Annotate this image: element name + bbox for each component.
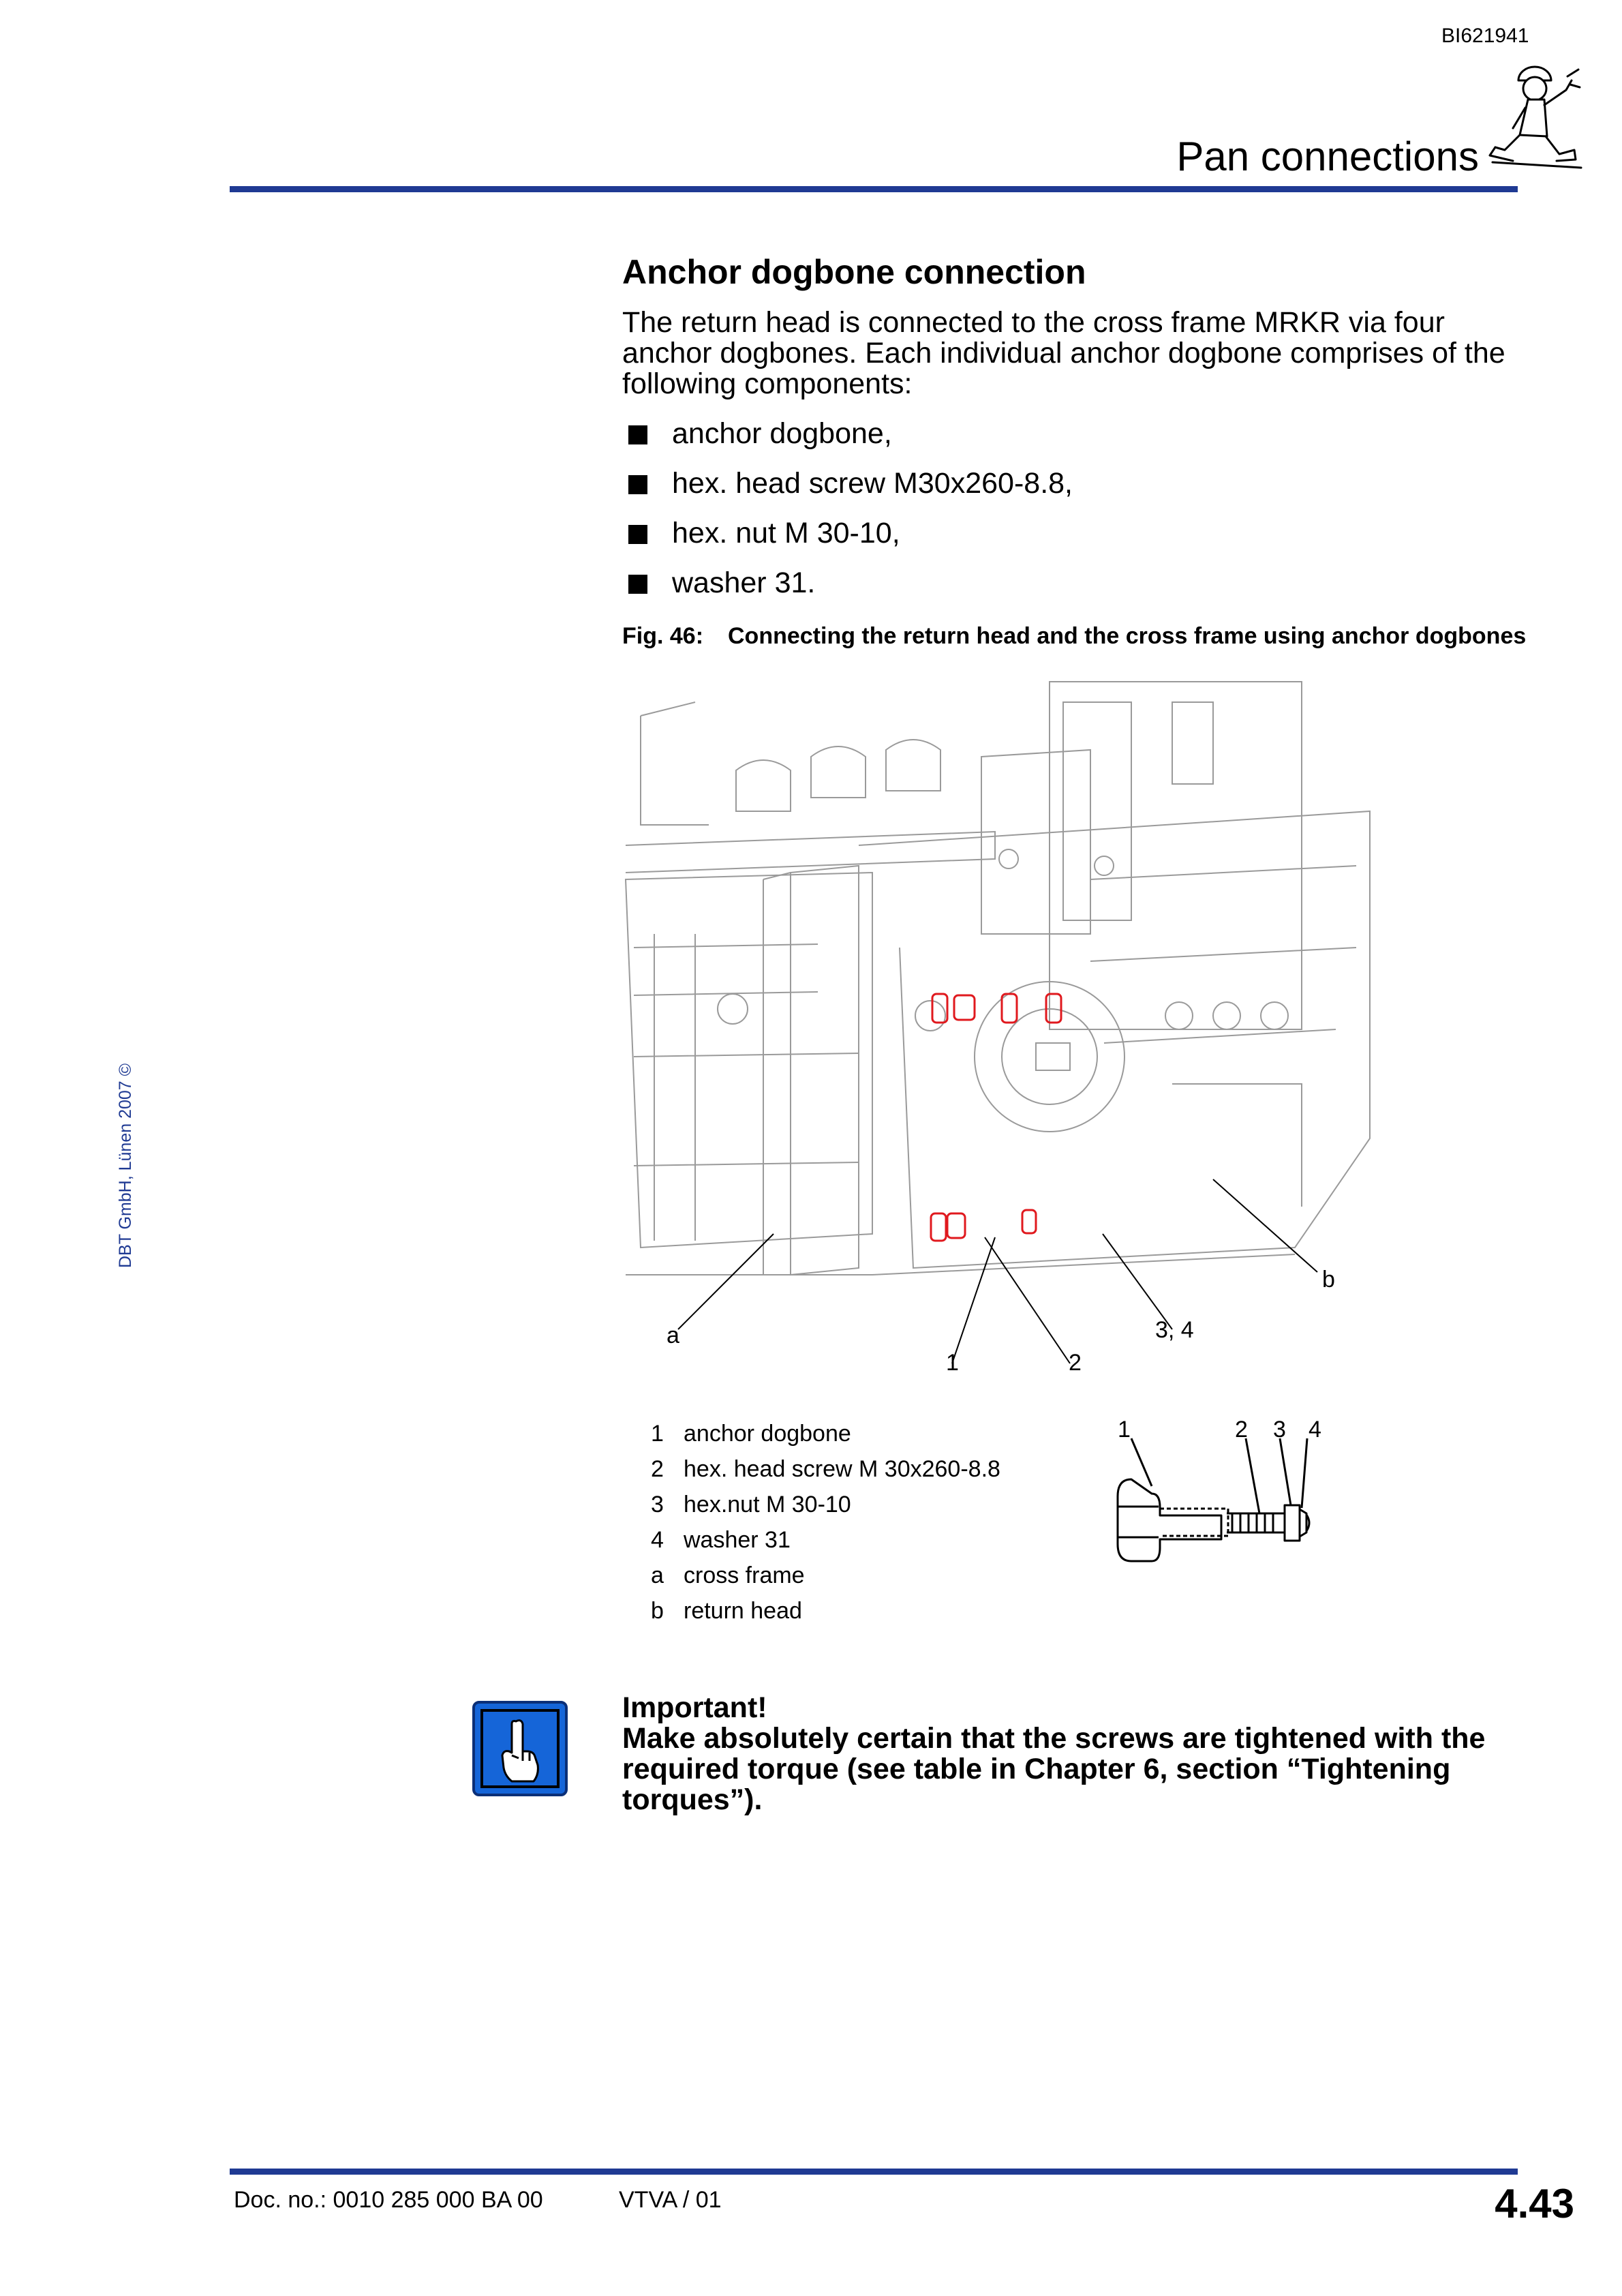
list-item: hex. head screw M30x260-8.8, — [622, 463, 1073, 513]
section-heading: Anchor dogbone connection — [622, 253, 1086, 291]
assembly-drawing-svg — [613, 675, 1383, 1391]
figure-number: Fig. 46: — [622, 623, 704, 649]
legend-text: hex. head screw M 30x260-8.8 — [684, 1456, 1000, 1482]
header-rule — [230, 186, 1518, 192]
dogbone-detail-svg — [1090, 1418, 1349, 1602]
legend-key: b — [651, 1598, 664, 1624]
intro-paragraph: The return head is connected to the cross frame MRKR via four anchor dogbones. Each individual anchor dogbone comprises of the following components: — [622, 306, 1505, 400]
figure-caption — [622, 624, 1529, 649]
copyright-notice: DBT GmbH, Lünen 2007 © — [116, 1063, 135, 1268]
figure-caption-text: Connecting the return head and the cross frame using anchor dogbones — [728, 623, 1527, 649]
detail-callout-4: 4 — [1309, 1417, 1321, 1442]
legend-item — [651, 1455, 1000, 1490]
legend-text: hex.nut M 30-10 — [684, 1492, 851, 1517]
legend-key: 4 — [651, 1527, 664, 1553]
list-item: washer 31. — [622, 562, 1073, 612]
document-version: VTVA / 01 — [619, 2187, 722, 2213]
legend-text: washer 31 — [684, 1527, 791, 1553]
legend-item — [651, 1597, 1000, 1632]
callout-b: b — [1322, 1267, 1335, 1293]
footer-rule — [230, 2169, 1518, 2175]
callout-a: a — [667, 1323, 679, 1348]
legend-text: return head — [684, 1598, 802, 1624]
legend-key: 1 — [651, 1421, 664, 1447]
dogbone-highlights — [931, 994, 1061, 1241]
note-title: Important! — [622, 1691, 767, 1724]
legend-item — [651, 1526, 1000, 1561]
legend-item — [651, 1419, 1000, 1455]
callout-1: 1 — [946, 1350, 959, 1376]
document-number: Doc. no.: 0010 285 000 BA 00 — [234, 2187, 543, 2213]
legend-item — [651, 1561, 1000, 1597]
component-list — [622, 413, 1073, 612]
worker-mascot-icon — [1486, 60, 1588, 176]
important-note — [622, 1693, 1529, 1815]
assembly-drawing — [613, 675, 1383, 1391]
page-number: 4.43 — [1495, 2181, 1574, 2226]
legend-key: a — [651, 1562, 664, 1588]
legend-item — [651, 1490, 1000, 1526]
document-id: BI621941 — [1441, 25, 1529, 47]
detail-callout-3: 3 — [1273, 1417, 1286, 1442]
list-item: anchor dogbone, — [622, 413, 1073, 463]
legend-key: 3 — [651, 1492, 664, 1517]
legend-text: cross frame — [684, 1562, 805, 1588]
section-title: Pan connections — [1176, 134, 1479, 179]
figure-legend — [651, 1419, 1000, 1632]
list-item: hex. nut M 30-10, — [622, 513, 1073, 562]
detail-callout-2: 2 — [1235, 1417, 1248, 1442]
legend-text: anchor dogbone — [684, 1421, 851, 1447]
pointing-hand-icon — [472, 1701, 568, 1796]
legend-key: 2 — [651, 1456, 664, 1482]
detail-callout-1: 1 — [1118, 1417, 1131, 1442]
callout-2: 2 — [1069, 1350, 1082, 1376]
callout-3-4: 3, 4 — [1155, 1317, 1194, 1343]
note-text: Make absolutely certain that the screws are tightened with the required torque (see table in Chapter 6, section “Tightening torques”). — [622, 1722, 1486, 1816]
dogbone-detail-drawing — [1090, 1418, 1349, 1602]
